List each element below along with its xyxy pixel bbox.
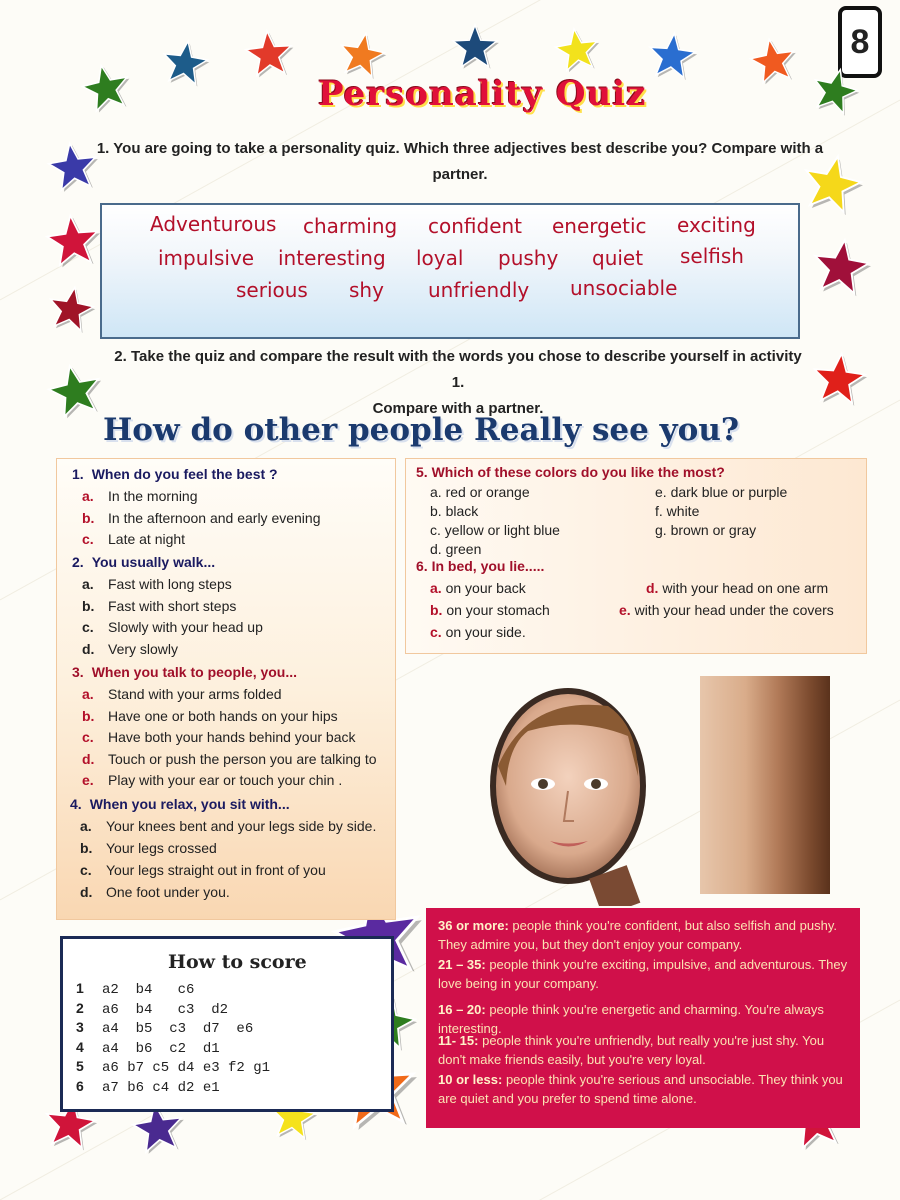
- score-row: [76, 1000, 228, 1018]
- star-icon: [744, 32, 802, 90]
- question-4-text: [70, 796, 290, 812]
- score-question-number: 3: [76, 1019, 84, 1035]
- mirror-face-photo: [488, 686, 648, 906]
- adjective-word: charming: [303, 214, 398, 238]
- option-text: Touch or push the person you are talking to: [108, 750, 377, 767]
- answer-option: [82, 729, 356, 745]
- option-letter: d.: [82, 640, 95, 657]
- activity-2-instruction: [106, 344, 810, 422]
- question-5-option: f. white: [655, 503, 700, 519]
- option-text: Your legs straight out in front of you: [106, 862, 326, 878]
- page-title: Personality Quiz: [318, 74, 647, 114]
- activity-1-text: You are going to take a personality quiz. Which three adjectives best describe you? Compare with a: [113, 140, 824, 157]
- score-values: a4 b6 c2 d1: [102, 1040, 220, 1057]
- option-text: Have one or both hands on your hips: [108, 707, 338, 724]
- option-text: with your head on one arm: [658, 580, 829, 596]
- question-text: When do you feel the best ?: [91, 466, 278, 482]
- activity-2-text-line2: Compare with a partner.: [372, 400, 544, 417]
- adjective-word: pushy: [498, 246, 559, 270]
- star-icon: [805, 61, 866, 122]
- option-letter: c.: [82, 619, 94, 635]
- star-icon: [643, 27, 700, 84]
- option-text: Have both your hands behind your back: [108, 729, 356, 746]
- star-icon: [807, 347, 871, 411]
- answer-option: [80, 840, 217, 856]
- answer-option: [82, 686, 282, 702]
- adjective-word: impulsive: [158, 246, 255, 270]
- option-letter: c.: [430, 624, 442, 640]
- answer-option: [80, 862, 326, 878]
- question-5-option: d. green: [430, 541, 482, 557]
- option-text: Stand with your arms folded: [108, 686, 282, 702]
- question-number: 4.: [70, 796, 82, 812]
- adjective-word: shy: [349, 278, 384, 302]
- option-letter: c.: [82, 531, 94, 547]
- back-of-head-photo: [700, 676, 830, 894]
- answer-option: [82, 751, 377, 767]
- question-6-option: [646, 580, 828, 596]
- option-text: One foot under you.: [106, 884, 230, 900]
- option-letter: d.: [82, 750, 95, 767]
- answer-option: [80, 818, 376, 834]
- score-values: a6 b7 c5 d4 e3 f2 g1: [102, 1060, 271, 1076]
- star-icon: [41, 357, 110, 426]
- question-6-option: [430, 624, 526, 640]
- answer-option: [82, 576, 232, 592]
- score-question-number: 2: [76, 999, 84, 1016]
- question-6-text: 6. In bed, you lie.....: [416, 558, 545, 574]
- option-letter: c.: [82, 729, 94, 746]
- question-number: 2.: [72, 554, 84, 570]
- question-number: 3.: [72, 664, 84, 680]
- answer-option: [82, 619, 263, 635]
- question-text: When you talk to people, you...: [91, 664, 298, 680]
- option-text: on your side.: [441, 624, 526, 640]
- option-text: on your back: [441, 580, 526, 596]
- option-letter: d.: [80, 884, 93, 900]
- adjective-word: loyal: [416, 246, 464, 270]
- page-number: 8: [838, 6, 882, 78]
- score-values: a6 b4 c3 d2: [102, 1001, 229, 1018]
- score-title: How to score: [168, 951, 307, 973]
- option-letter: a.: [80, 818, 92, 834]
- result-description: people think you're exciting, impulsive, and adventurous. They love being in your company.: [438, 957, 848, 991]
- score-row: [76, 1039, 220, 1057]
- question-1-text: [72, 466, 278, 482]
- result-text: [438, 1070, 850, 1108]
- option-text: In the morning: [108, 488, 198, 504]
- adjective-word: confident: [428, 214, 523, 238]
- option-letter: b.: [80, 840, 93, 856]
- option-letter: b.: [430, 602, 443, 618]
- score-question-number: 5: [76, 1058, 84, 1074]
- question-5-option: e. dark blue or purple: [655, 484, 788, 500]
- star-icon: [75, 57, 137, 119]
- option-letter: e.: [619, 602, 631, 618]
- score-row: [76, 1078, 220, 1096]
- score-values: a7 b6 c4 d2 e1: [102, 1079, 220, 1096]
- star-icon: [157, 35, 213, 91]
- score-question-number: 4: [76, 1038, 84, 1055]
- option-letter: b.: [82, 597, 95, 614]
- result-text: [438, 955, 850, 993]
- option-letter: a.: [82, 686, 94, 702]
- score-values: a4 b5 c3 d7 e6: [102, 1021, 254, 1037]
- adjective-word: quiet: [592, 246, 644, 270]
- activity-1-text-line2: partner.: [432, 166, 488, 183]
- score-row: [76, 1019, 253, 1037]
- question-2-text: [72, 554, 215, 570]
- activity-1-number: 1.: [96, 140, 110, 157]
- option-letter: b.: [82, 509, 95, 526]
- adjective-word: selfish: [680, 244, 744, 268]
- star-icon: [42, 280, 100, 338]
- adjective-word: unsociable: [570, 276, 678, 300]
- answer-option: [82, 641, 178, 657]
- star-icon: [41, 209, 105, 273]
- question-3-text: [72, 664, 297, 680]
- star-icon: [241, 26, 297, 82]
- option-text: Fast with long steps: [108, 576, 232, 592]
- result-description: people think you're serious and unsociable. They think you are quiet and you prefer to spend time alone.: [438, 1072, 843, 1106]
- score-row: [76, 980, 194, 998]
- question-6-option: [619, 602, 834, 618]
- option-text: Your legs crossed: [106, 840, 217, 856]
- question-5-option: c. yellow or light blue: [430, 522, 560, 538]
- activity-1-instruction: [90, 136, 830, 188]
- adjective-word: Adventurous: [150, 212, 277, 236]
- option-text: with your head under the covers: [630, 602, 834, 618]
- answer-option: [82, 531, 185, 547]
- option-text: Play with your ear or touch your chin .: [108, 772, 343, 789]
- score-values: a2 b4 c6: [102, 982, 195, 998]
- question-5-option: a. red or orange: [430, 484, 530, 500]
- option-text: In the afternoon and early evening: [108, 509, 321, 526]
- option-text: Fast with short steps: [108, 597, 237, 614]
- answer-option: [82, 598, 236, 614]
- score-question-number: 6: [76, 1077, 84, 1094]
- result-description: people think you're confident, but also selfish and pushy. They admire you, but they don't enjoy your company.: [438, 918, 837, 952]
- result-description: people think you're unfriendly, but really you're just shy. You don't make friends easily, but you're very loyal.: [438, 1033, 825, 1067]
- star-icon: [450, 22, 500, 72]
- adjective-word: serious: [236, 278, 308, 302]
- option-letter: a.: [82, 488, 94, 504]
- star-icon: [550, 23, 604, 77]
- question-5-text: 5. Which of these colors do you like the most?: [416, 464, 725, 480]
- answer-option: [82, 488, 198, 504]
- result-text: [438, 916, 850, 954]
- option-letter: d.: [646, 580, 659, 596]
- question-6-option: [430, 602, 550, 618]
- activity-2-text: Take the quiz and compare the result with the words you chose to describe yourself in activity 1.: [130, 348, 802, 391]
- answer-option: [82, 772, 342, 788]
- option-letter: c.: [80, 862, 92, 878]
- adjective-word: exciting: [677, 213, 756, 237]
- star-icon: [806, 232, 876, 302]
- option-text: Late at night: [108, 531, 186, 547]
- question-number: 1.: [72, 466, 84, 482]
- answer-option: [80, 884, 230, 900]
- section-heading: How do other people Really see you?: [103, 412, 740, 448]
- question-5-option: b. black: [430, 503, 479, 519]
- adjective-word: energetic: [552, 214, 647, 238]
- result-range: 21 – 35:: [438, 957, 486, 972]
- answer-option: [82, 510, 321, 526]
- option-text: Very slowly: [108, 640, 179, 657]
- result-range: 11- 15:: [438, 1033, 479, 1048]
- option-text: on your stomach: [442, 602, 550, 618]
- answer-option: [82, 708, 338, 724]
- adjective-word: unfriendly: [428, 278, 530, 302]
- score-question-number: 1: [76, 980, 84, 996]
- option-text: Slowly with your head up: [108, 619, 263, 635]
- result-description: people think you're energetic and charming. You're always interesting.: [438, 1002, 824, 1036]
- option-letter: a.: [82, 576, 94, 592]
- adjective-word: interesting: [278, 246, 386, 270]
- result-range: 16 – 20:: [438, 1002, 486, 1017]
- question-text: When you relax, you sit with...: [89, 796, 290, 812]
- result-text: [438, 1031, 850, 1069]
- option-letter: e.: [82, 772, 94, 789]
- question-6-option: [430, 580, 526, 596]
- activity-2-number: 2.: [114, 348, 127, 365]
- option-letter: a.: [430, 580, 442, 596]
- result-range: 10 or less:: [438, 1072, 503, 1087]
- question-text: You usually walk...: [91, 554, 216, 570]
- score-row: [76, 1058, 270, 1076]
- result-range: 36 or more:: [438, 918, 509, 933]
- option-letter: b.: [82, 707, 95, 724]
- option-text: Your knees bent and your legs side by side.: [106, 818, 377, 834]
- question-5-option: g. brown or gray: [655, 522, 757, 538]
